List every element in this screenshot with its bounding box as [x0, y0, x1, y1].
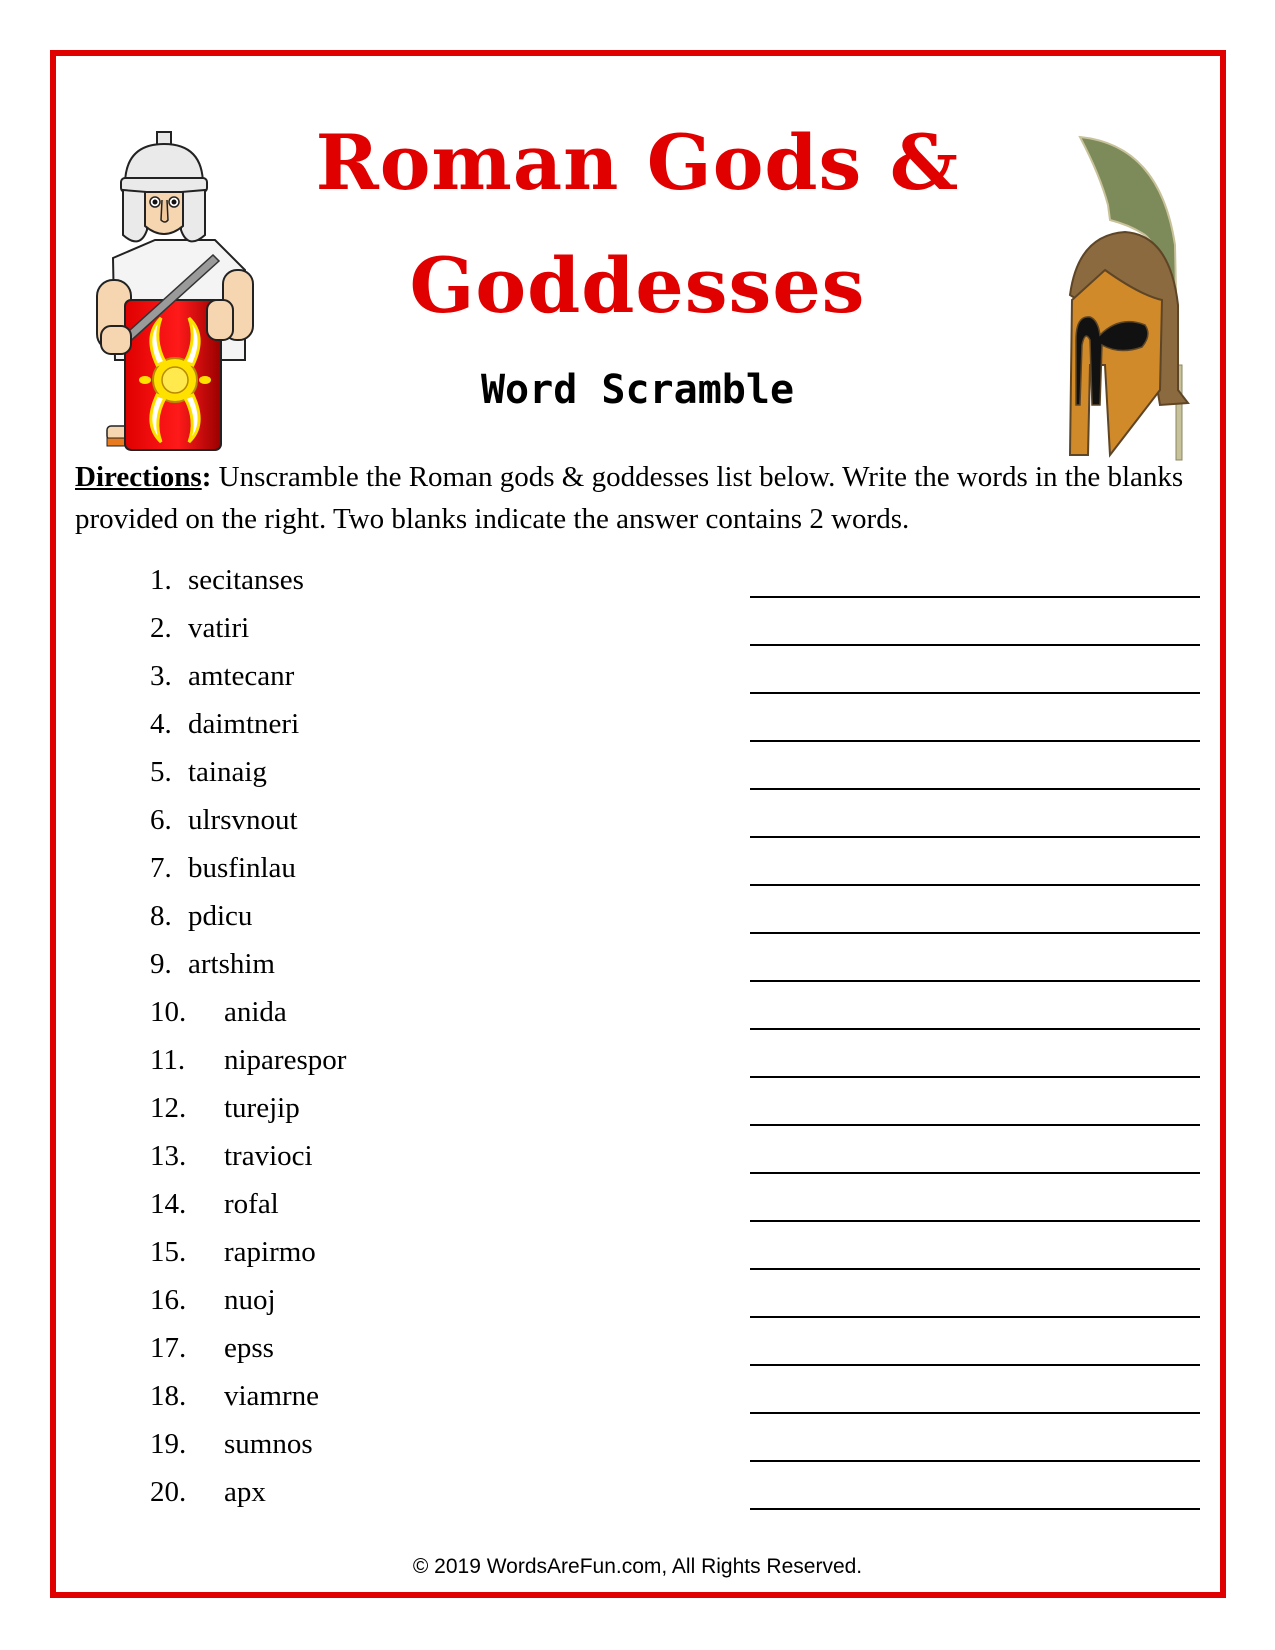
page-subtitle: Word Scramble: [480, 367, 795, 413]
scrambled-word: niparespor: [224, 1044, 347, 1076]
item-number: 19.: [150, 1428, 187, 1460]
list-item: [150, 1424, 1200, 1464]
answer-blank[interactable]: [750, 1460, 1200, 1462]
scrambled-word: amtecanr: [188, 660, 295, 692]
answer-blank[interactable]: [750, 836, 1200, 838]
answer-blank[interactable]: [750, 788, 1200, 790]
scrambled-word: travioci: [224, 1140, 313, 1172]
item-number: 14.: [150, 1188, 187, 1220]
answer-blank[interactable]: [750, 1028, 1200, 1030]
answer-blank[interactable]: [750, 1124, 1200, 1126]
list-item: [150, 608, 1200, 648]
scrambled-word: apx: [224, 1476, 266, 1508]
copyright-footer: © 2019 WordsAreFun.com, All Rights Reserved.: [412, 1555, 863, 1578]
list-item: [150, 1280, 1200, 1320]
list-item: [150, 896, 1200, 936]
scrambled-word: ulrsvnout: [188, 804, 298, 836]
item-number: 3.: [150, 660, 172, 692]
directions-colon: :: [201, 461, 212, 493]
scrambled-word: turejip: [224, 1092, 300, 1124]
answer-blank[interactable]: [750, 1268, 1200, 1270]
answer-blank[interactable]: [750, 1220, 1200, 1222]
scrambled-word: nuoj: [224, 1284, 276, 1316]
scrambled-word: rapirmo: [224, 1236, 316, 1268]
list-item: [150, 800, 1200, 840]
scrambled-word: tainaig: [188, 756, 267, 788]
answer-blank[interactable]: [750, 1076, 1200, 1078]
answer-blank[interactable]: [750, 1364, 1200, 1366]
scrambled-word: anida: [224, 996, 287, 1028]
list-item: [150, 1088, 1200, 1128]
answer-blank[interactable]: [750, 1316, 1200, 1318]
item-number: 16.: [150, 1284, 187, 1316]
item-number: 2.: [150, 612, 172, 644]
list-item: [150, 944, 1200, 984]
list-item: [150, 1328, 1200, 1368]
list-item: [150, 848, 1200, 888]
item-number: 10.: [150, 996, 187, 1028]
answer-blank[interactable]: [750, 1508, 1200, 1510]
item-number: 20.: [150, 1476, 187, 1508]
list-item: [150, 560, 1200, 600]
directions-label: Directions: [75, 461, 202, 493]
item-number: 11.: [150, 1044, 186, 1076]
answer-blank[interactable]: [750, 884, 1200, 886]
directions: [75, 456, 1205, 540]
answer-blank[interactable]: [750, 644, 1200, 646]
list-item: [150, 1136, 1200, 1176]
list-item: [150, 1376, 1200, 1416]
scrambled-word: daimtneri: [188, 708, 300, 740]
scrambled-word: artshim: [188, 948, 275, 980]
answer-blank[interactable]: [750, 1412, 1200, 1414]
list-item: [150, 1472, 1200, 1512]
scrambled-word: sumnos: [224, 1428, 313, 1460]
list-item: [150, 656, 1200, 696]
scrambled-word: pdicu: [188, 900, 253, 932]
scrambled-word: busfinlau: [188, 852, 296, 884]
directions-text: Unscramble the Roman gods & goddesses list below. Write the words in the blanks provided on the right. Two blanks indicate the answer contains 2 words.: [75, 461, 1184, 535]
item-number: 1.: [150, 564, 172, 596]
scrambled-word: viamrne: [224, 1380, 320, 1412]
scrambled-word: rofal: [224, 1188, 279, 1220]
list-item: [150, 992, 1200, 1032]
scrambled-word: vatiri: [188, 612, 250, 644]
page-title-line-1: Roman Gods &: [315, 118, 960, 207]
page-title-line-2: Goddesses: [409, 241, 866, 330]
item-number: 7.: [150, 852, 172, 884]
list-item: [150, 704, 1200, 744]
item-number: 5.: [150, 756, 172, 788]
list-item: [150, 1232, 1200, 1272]
item-number: 9.: [150, 948, 172, 980]
item-number: 13.: [150, 1140, 187, 1172]
scrambled-word: epss: [224, 1332, 274, 1364]
item-number: 17.: [150, 1332, 187, 1364]
list-item: [150, 1040, 1200, 1080]
answer-blank[interactable]: [750, 596, 1200, 598]
item-number: 15.: [150, 1236, 187, 1268]
item-number: 18.: [150, 1380, 187, 1412]
answer-blank[interactable]: [750, 1172, 1200, 1174]
item-number: 8.: [150, 900, 172, 932]
item-number: 4.: [150, 708, 172, 740]
list-item: [150, 752, 1200, 792]
item-number: 12.: [150, 1092, 187, 1124]
answer-blank[interactable]: [750, 932, 1200, 934]
list-item: [150, 1184, 1200, 1224]
answer-blank[interactable]: [750, 692, 1200, 694]
scrambled-word: secitanses: [188, 564, 304, 596]
answer-blank[interactable]: [750, 980, 1200, 982]
item-number: 6.: [150, 804, 172, 836]
answer-blank[interactable]: [750, 740, 1200, 742]
